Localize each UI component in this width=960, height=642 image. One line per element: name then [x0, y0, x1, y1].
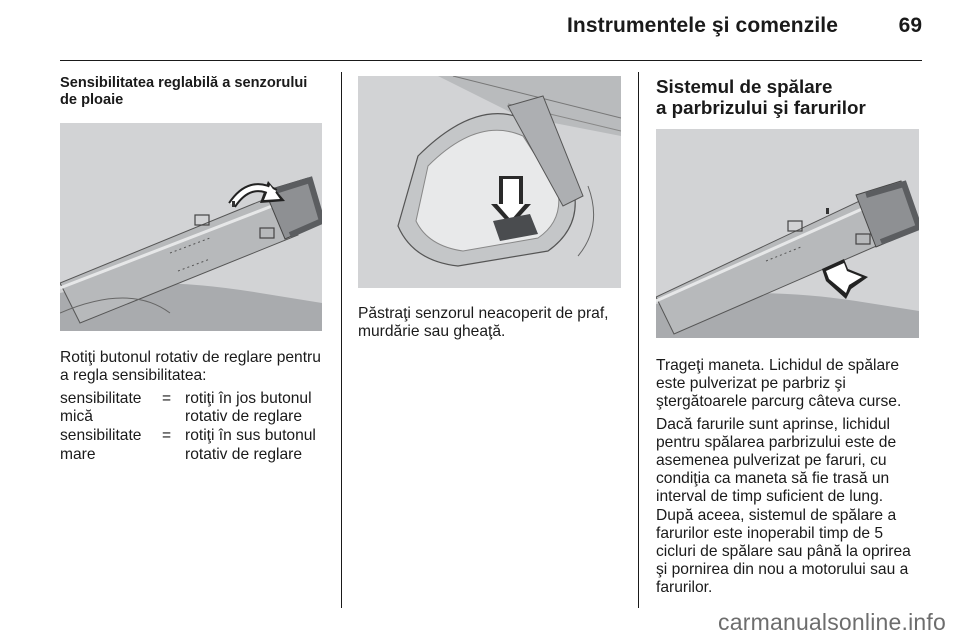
definition-description: rotiţi în jos butonul rotativ de reglare [185, 390, 312, 426]
washer-paragraph-2: Dacă farurile sunt aprinse, lichidul pentru spălarea parbrizului este de asemenea pulverizat pe faruri, cu condiţia ca maneta să fie trasă un interval de timp suficient de lung. După aceea, sistemul de spălare a farurilor este inoperabil timp de 5 cicluri de spălare sau până la oprirea şi pornirea din nou a motorului sau a farurilor. [656, 415, 911, 597]
header-divider [60, 60, 922, 61]
section-heading-washer [656, 76, 922, 118]
section-heading-rain-sensor [60, 75, 322, 109]
rain-sensor-caption [358, 305, 628, 341]
washer-paragraph-1: Trageţi maneta. Lichidul de spălare este pulverizat pe parbriz şi ştergătoarele parcurg câteva curse. [656, 357, 902, 411]
washer-heading-line1: Sistemul de spălare [656, 76, 833, 97]
rain-sensor-intro [60, 349, 326, 385]
column-divider-left [341, 72, 342, 608]
definition-row [60, 427, 325, 463]
rain-sensor-intro-text: Rotiţi butonul rotativ de reglare pentru a regla sensibilitatea: [60, 349, 321, 385]
definition-equals: = [162, 390, 172, 407]
definition-term: sensibilitate mică [60, 390, 142, 426]
rain-sensor-illustration [358, 76, 621, 288]
definition-equals: = [162, 427, 172, 445]
page-header-title: Instrumentele şi comenzile [566, 14, 838, 37]
rain-sensor-heading: Sensibilitatea reglabilă a senzorului de ploaie [60, 75, 308, 108]
page-number: 69 [898, 14, 922, 37]
figure-rain-sensor-location [358, 76, 621, 288]
definition-row [60, 390, 325, 426]
definition-term: sensibilitate mare [60, 427, 142, 463]
rain-sensor-caption-text: Păstraţi senzorul neacoperit de praf, murdărie sau gheaţă. [358, 305, 609, 341]
figure-wiper-lever-pull [656, 129, 919, 338]
wiper-lever-illustration [60, 123, 322, 331]
figure-wiper-lever-rotary-knob [60, 123, 322, 331]
sensitivity-definition-list [60, 390, 325, 464]
washer-heading-line2: a parbrizului şi farurilor [656, 97, 866, 118]
definition-description: rotiţi în sus butonul rotativ de reglare [185, 427, 316, 463]
watermark-text: carmanualsonline.info [718, 609, 946, 635]
column-divider-right [638, 72, 639, 608]
washer-instructions [656, 357, 922, 598]
washer-lever-illustration [656, 129, 919, 338]
